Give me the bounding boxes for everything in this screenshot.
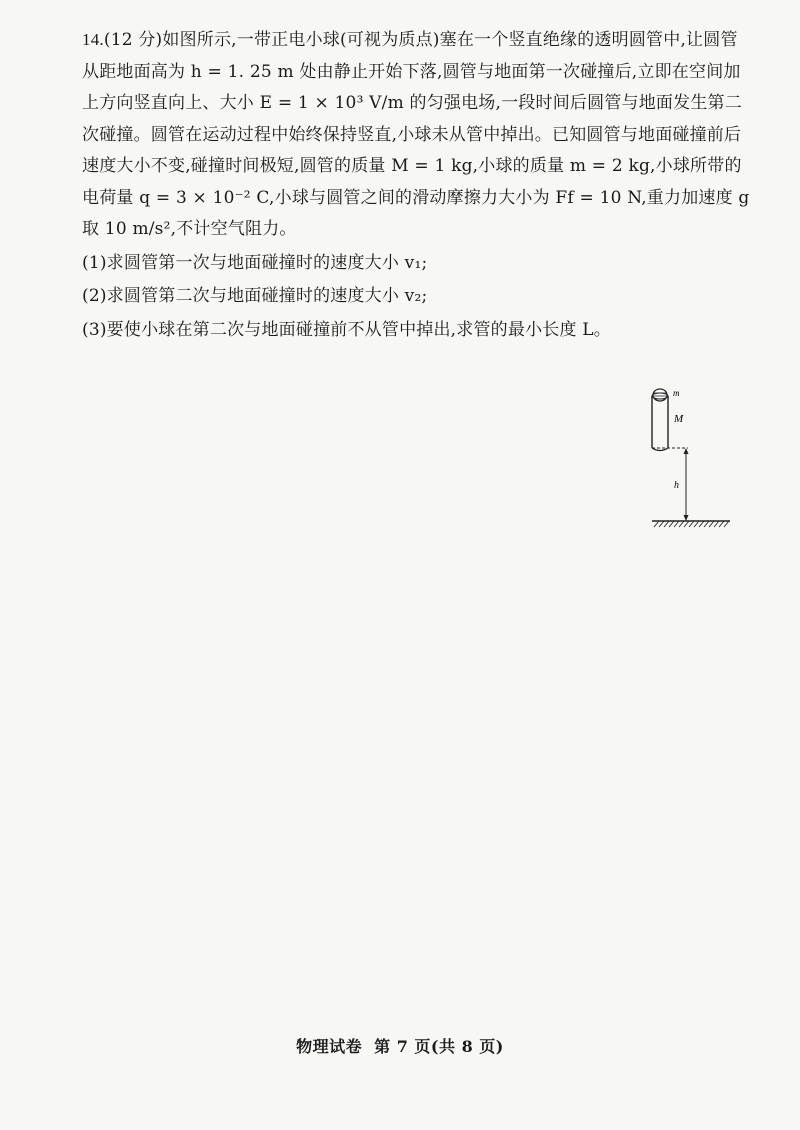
tube-mass-label: M bbox=[674, 413, 684, 425]
question-points: (12 分) bbox=[103, 30, 163, 50]
question-14 bbox=[82, 24, 750, 346]
tube-falling-diagram bbox=[640, 382, 740, 532]
page-footer bbox=[0, 1034, 800, 1057]
question-stem bbox=[82, 24, 750, 246]
footer-subject: 物理试卷 bbox=[296, 1037, 363, 1056]
ground-icon bbox=[652, 521, 730, 527]
footer-page-number: 第 7 页(共 8 页) bbox=[374, 1037, 504, 1056]
question-text: 如图所示,一带正电小球(可视为质点)塞在一个竖直绝缘的透明圆管中,让圆管从距地面高为 h = 1. 25 m 处由静止开始下落,圆管与地面第一次碰撞后,立即在空间加上方向竖直向上、大小 E = 1 × 10³ V/m 的匀强电场,一段时间后圆管与地面发生第二次碰撞。圆管在运动过程中始终保持竖直,小球未从管中掉出。已知圆管与地面碰撞前后速度大小不变,碰撞时间极短,圆管的质量 M = 1 kg,小球的质量 m = 2 kg,小球所带的电荷量 q = 3 × 10⁻² C,小球与圆管之间的滑动摩擦力大小为 Ff = 10 N,重力加速度 g 取 10 m/s²,不计空气阻力。 bbox=[82, 30, 750, 239]
sub-question-3: (3)要使小球在第二次与地面碰撞前不从管中掉出,求管的最小长度 L。 bbox=[82, 319, 611, 340]
question-number: 14. bbox=[82, 30, 104, 49]
height-arrow bbox=[684, 448, 689, 521]
height-label: h bbox=[674, 480, 679, 491]
sub-question-1: (1)求圆管第一次与地面碰撞时的速度大小 v₁; bbox=[82, 252, 428, 273]
sub-question-2: (2)求圆管第二次与地面碰撞时的速度大小 v₂; bbox=[82, 286, 428, 306]
ball-mass-label: m bbox=[673, 388, 680, 398]
